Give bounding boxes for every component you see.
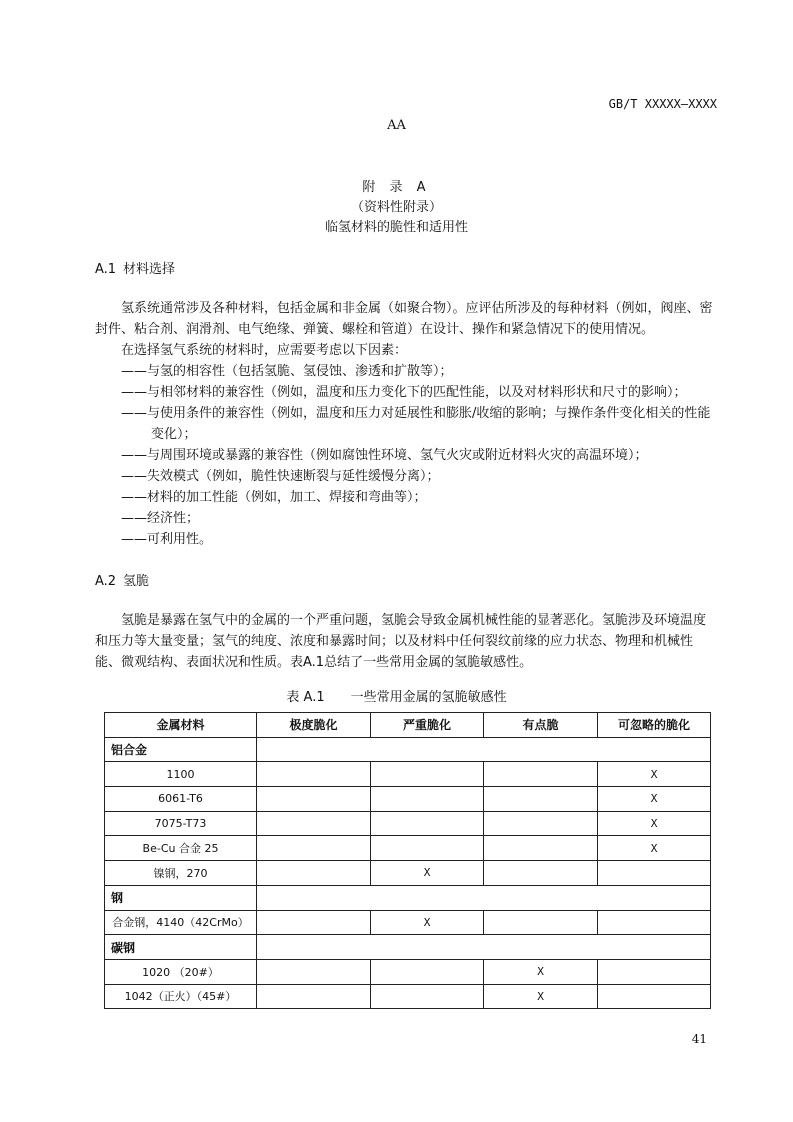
table-cell <box>257 737 711 762</box>
standard-number: GB/T XXXXX—XXXX <box>608 97 717 111</box>
mark-cell: X <box>598 836 711 861</box>
list-item: ——可利用性。 <box>121 532 213 547</box>
section-heading-a2 <box>95 570 149 589</box>
standard-mark: AA <box>387 118 406 133</box>
mark-cell: X <box>484 959 598 984</box>
group-label: 钢 <box>105 885 257 910</box>
mark-cell <box>598 910 711 935</box>
column-header: 极度脆化 <box>257 713 371 738</box>
table-cell <box>257 885 711 910</box>
material-cell: Be-Cu 合金 25 <box>105 836 257 861</box>
mark-cell <box>371 836 484 861</box>
table-cell <box>257 935 711 960</box>
section-number: A.1 <box>95 262 117 277</box>
mark-cell <box>371 787 484 812</box>
mark-cell <box>484 861 598 886</box>
table-caption: 表 A.1 一些常用金属的氢脆敏感性 <box>286 690 507 705</box>
mark-cell <box>484 836 598 861</box>
factor-list <box>121 361 717 550</box>
annex-type: （资料性附录） <box>350 200 442 215</box>
list-item: ——与使用条件的兼容性（例如，温度和压力对延展性和膨胀/收缩的影响；与操作条件变化相关的性能变化）； <box>121 406 711 442</box>
list-item: ——材料的加工性能（例如，加工、焊接和弯曲等）； <box>121 490 427 505</box>
material-cell: 6061-T6 <box>105 787 257 812</box>
hydrogen-embrittlement-table <box>104 712 711 1009</box>
annex-name: 临氢材料的脆性和适用性 <box>324 220 468 235</box>
mark-cell: X <box>371 910 484 935</box>
table-row <box>105 959 711 984</box>
mark-cell: X <box>598 762 711 787</box>
mark-cell <box>257 762 371 787</box>
mark-cell <box>371 984 484 1009</box>
list-item: ——与相邻材料的兼容性（例如，温度和压力变化下的匹配性能，以及对材料形状和尺寸的影响）； <box>121 385 687 400</box>
table-header-row <box>105 713 711 738</box>
mark-cell: X <box>598 787 711 812</box>
material-cell: 镍钢，270 <box>105 861 257 886</box>
material-cell: 1020 （20#） <box>105 959 257 984</box>
section-number: A.2 <box>95 574 117 589</box>
column-header: 可忽略的脆化 <box>598 713 711 738</box>
material-cell: 7075-T73 <box>105 811 257 836</box>
section-heading-a1 <box>95 258 175 277</box>
mark-cell <box>484 787 598 812</box>
page-number: 41 <box>691 1032 707 1046</box>
mark-cell <box>484 762 598 787</box>
list-item: ——与周围环境或暴露的兼容性（例如腐蚀性环境、氢气火灾或附近材料火灾的高温环境）； <box>121 448 648 463</box>
mark-cell <box>257 787 371 812</box>
table-group-row <box>105 885 711 910</box>
mark-cell <box>371 762 484 787</box>
table-row <box>105 787 711 812</box>
mark-cell <box>598 861 711 886</box>
material-cell: 1100 <box>105 762 257 787</box>
mark-cell <box>371 959 484 984</box>
mark-cell <box>257 861 371 886</box>
list-item: ——失效模式（例如，脆性快速断裂与延性缓慢分离）； <box>121 469 440 484</box>
annex-title: 附 录 A <box>362 180 431 195</box>
column-header: 金属材料 <box>105 713 257 738</box>
mark-cell <box>257 811 371 836</box>
mark-cell <box>257 910 371 935</box>
mark-cell <box>598 984 711 1009</box>
paragraph: 氢系统通常涉及各种材料，包括金属和非金属（如聚合物）。应评估所涉及的每种材料（例如，阀座、密封件、粘合剂、润滑剂、电气绝缘、弹簧、螺栓和管道）在设计、操作和紧急情况下的使用情况。 <box>95 301 713 337</box>
list-item: ——与氢的相容性（包括氢脆、氢侵蚀、渗透和扩散等）； <box>121 364 453 379</box>
table-row <box>105 811 711 836</box>
section-a1-intro <box>95 298 717 361</box>
section-title: 材料选择 <box>123 262 176 277</box>
mark-cell: X <box>598 811 711 836</box>
mark-cell <box>598 959 711 984</box>
table-row <box>105 984 711 1009</box>
paragraph: 氢脆是暴露在氢气中的金属的一个严重问题，氢脆会导致金属机械性能的显著恶化。氢脆涉及环境温度和压力等大量变量；氢气的纯度、浓度和暴露时间；以及材料中任何裂纹前缘的应力状态、物理和机械性能、微观结构、表面状况和性质。表A.1总结了一些常用金属的氢脆敏感性。 <box>95 613 707 670</box>
mark-cell <box>484 811 598 836</box>
section-a2-intro <box>95 610 717 673</box>
mark-cell: X <box>371 861 484 886</box>
table-row <box>105 836 711 861</box>
mark-cell <box>257 959 371 984</box>
table-row <box>105 762 711 787</box>
material-cell: 1042（正火）（45#） <box>105 984 257 1009</box>
mark-cell: X <box>484 984 598 1009</box>
list-item: ——经济性； <box>121 511 200 526</box>
group-label: 碳钢 <box>105 935 257 960</box>
table-row <box>105 910 711 935</box>
table-group-row <box>105 737 711 762</box>
paragraph: 在选择氢气系统的材料时，应需要考虑以下因素： <box>121 343 408 358</box>
group-label: 铝合金 <box>105 737 257 762</box>
column-header: 严重脆化 <box>371 713 484 738</box>
table-group-row <box>105 935 711 960</box>
table-row <box>105 861 711 886</box>
section-title: 氢脆 <box>123 574 150 589</box>
column-header: 有点脆 <box>484 713 598 738</box>
mark-cell <box>371 811 484 836</box>
mark-cell <box>257 836 371 861</box>
mark-cell <box>484 910 598 935</box>
material-cell: 合金钢，4140（42CrMo） <box>105 910 257 935</box>
mark-cell <box>257 984 371 1009</box>
